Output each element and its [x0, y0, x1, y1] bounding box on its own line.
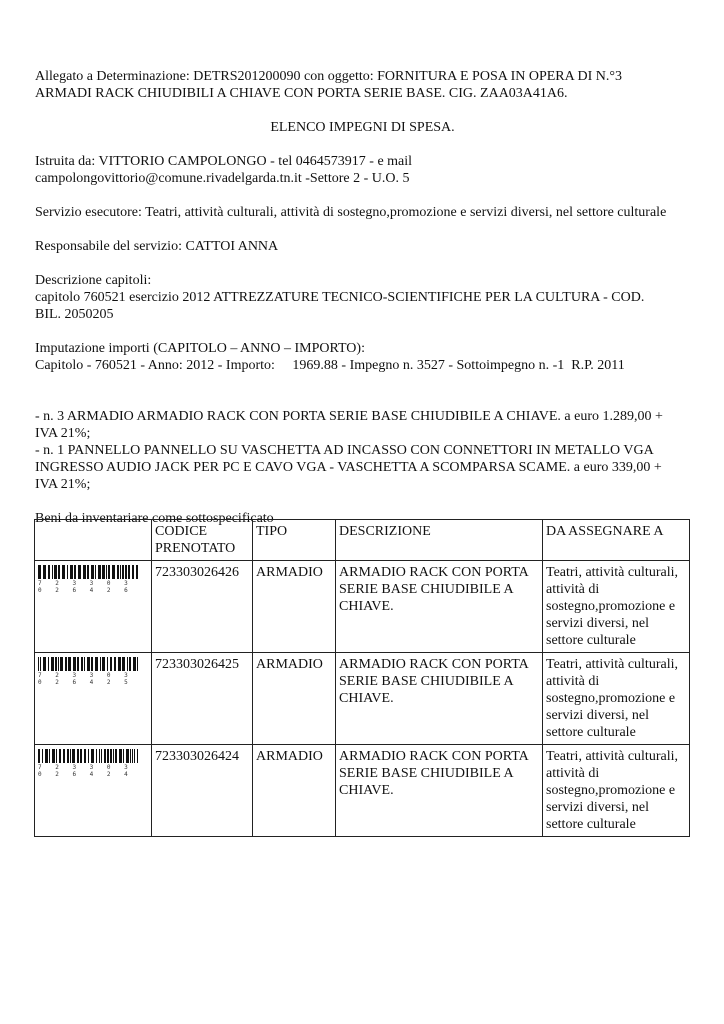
- barcode-image: [38, 657, 140, 671]
- barcode-bar: [117, 565, 119, 579]
- assegnare-cell: Teatri, attività culturali, attività di sostegno,promozione e servizi diversi, nel settore culturale: [543, 561, 690, 653]
- barcode-bar: [129, 657, 131, 671]
- barcode-bar: [70, 565, 73, 579]
- barcode-bar: [133, 657, 136, 671]
- barcode-bar: [80, 749, 82, 763]
- item-1-line-1: - n. 3 ARMADIO ARMADIO RACK CON PORTA SERIE BASE CHIUDIBILE A CHIAVE. a euro 1.289,00 +: [35, 409, 663, 424]
- barcode-bar: [104, 749, 106, 763]
- table-row: [35, 653, 690, 745]
- barcode-bar: [62, 565, 65, 579]
- barcode-bar: [43, 657, 46, 671]
- barcode-bar: [60, 657, 63, 671]
- barcode-bar: [78, 565, 81, 579]
- barcode-bar: [110, 657, 112, 671]
- barcode-image: [38, 565, 140, 579]
- barcode-bar: [107, 749, 109, 763]
- servizio-esecutore: Servizio esecutore: Teatri, attività culturali, attività di sostegno,promozione e servizi diversi, nel settore culturale: [35, 205, 667, 220]
- capitoli-line-1: capitolo 760521 esercizio 2012 ATTREZZATURE TECNICO-SCIENTIFICHE PER LA CULTURA - COD.: [35, 290, 645, 305]
- imputazione-label: Imputazione importi (CAPITOLO – ANNO – IMPORTO):: [35, 341, 365, 356]
- barcode-bar: [120, 565, 121, 579]
- barcode-bar: [51, 657, 54, 671]
- barcode-bar: [63, 749, 65, 763]
- table-row: [35, 561, 690, 653]
- barcode-bar: [122, 565, 124, 579]
- barcode-cell: [35, 745, 152, 837]
- barcode-bar: [74, 565, 76, 579]
- barcode-bar: [132, 565, 134, 579]
- codice-cell: 723303026426: [152, 561, 253, 653]
- codice-cell: 723303026425: [152, 653, 253, 745]
- capitoli-line-2: BIL. 2050205: [35, 307, 114, 322]
- header-codice: [152, 520, 253, 561]
- barcode-bar: [137, 657, 138, 671]
- barcode-bar: [65, 657, 67, 671]
- barcode-bar: [43, 565, 46, 579]
- barcode-bar: [102, 565, 105, 579]
- document-body: [35, 68, 690, 527]
- barcode-bar: [81, 657, 83, 671]
- barcode-bar: [134, 749, 135, 763]
- barcode-cell: [35, 653, 152, 745]
- barcode-bar: [77, 749, 79, 763]
- barcode-bar: [45, 749, 48, 763]
- barcode-bar: [48, 657, 49, 671]
- barcode-bar: [126, 749, 129, 763]
- descrizione-cell: ARMADIO RACK CON PORTA SERIE BASE CHIUDIBILE A CHIAVE.: [336, 561, 543, 653]
- barcode-bar: [42, 749, 43, 763]
- barcode-bar: [91, 749, 94, 763]
- barcode-bar: [87, 657, 90, 671]
- barcode-bar: [112, 565, 115, 579]
- barcode-bar: [123, 749, 124, 763]
- barcode-bar: [137, 749, 138, 763]
- descrizione-cell: ARMADIO RACK CON PORTA SERIE BASE CHIUDIBILE A CHIAVE.: [336, 745, 543, 837]
- barcode-bar: [52, 565, 53, 579]
- barcode-bar: [130, 749, 131, 763]
- barcode-bar: [128, 565, 130, 579]
- barcode-bar: [55, 657, 57, 671]
- barcode-image: [38, 749, 140, 763]
- barcode-bar: [38, 749, 40, 763]
- descrizione-cell: ARMADIO RACK CON PORTA SERIE BASE CHIUDIBILE A CHIAVE.: [336, 653, 543, 745]
- barcode-bar: [113, 749, 114, 763]
- barcode-bar: [88, 749, 89, 763]
- header-assegnare: DA ASSEGNARE A: [543, 520, 690, 561]
- barcode-bar: [48, 565, 50, 579]
- barcode-bar: [56, 749, 57, 763]
- inventory-table: [34, 519, 690, 837]
- barcode-bar: [108, 565, 110, 579]
- capitoli-label: Descrizione capitoli:: [35, 273, 152, 288]
- barcode-bar: [67, 565, 68, 579]
- barcode-bar: [101, 749, 102, 763]
- barcode-bar: [136, 565, 138, 579]
- barcode-bar: [70, 749, 71, 763]
- barcode-bar: [91, 565, 94, 579]
- header-barcode: [35, 520, 152, 561]
- barcode-bar: [72, 749, 75, 763]
- barcode-digits: 7 2 3 3 0 3 0 2 6 4 2 4: [38, 764, 133, 778]
- barcode-bar: [59, 749, 61, 763]
- istruita-line-2: campolongovittorio@comune.rivadelgarda.tn.it -Settore 2 - U.O. 5: [35, 171, 410, 186]
- barcode-bar: [95, 565, 96, 579]
- barcode-bar: [67, 749, 69, 763]
- table-row: [35, 745, 690, 837]
- barcode-digits: 7 2 3 3 0 3 0 2 6 4 2 6: [38, 580, 133, 594]
- barcode-bar: [99, 749, 100, 763]
- item-2-line-1: - n. 1 PANNELLO PANNELLO SU VASCHETTA AD INCASSO CON CONNETTORI IN METALLO VGA: [35, 443, 654, 458]
- imputazione-line: Capitolo - 760521 - Anno: 2012 - Importo: 1969.88 - Impegno n. 3527 - Sottoimpegno n. -1 R.P. 2011: [35, 358, 625, 373]
- barcode-bar: [100, 657, 101, 671]
- barcode-bar: [110, 749, 112, 763]
- barcode-bar: [115, 749, 117, 763]
- header-codice-line-1: CODICE: [155, 524, 208, 539]
- barcode-bar: [54, 565, 57, 579]
- header-line-1: Allegato a Determinazione: DETRS201200090 con oggetto: FORNITURA E POSA IN OPERA DI N.°3: [35, 69, 622, 84]
- barcode-bar: [91, 657, 93, 671]
- barcode-bar: [68, 657, 71, 671]
- responsabile-servizio: Responsabile del servizio: CATTOI ANNA: [35, 239, 279, 254]
- barcode-bar: [38, 565, 41, 579]
- page-title: ELENCO IMPEGNI DI SPESA.: [270, 120, 455, 135]
- barcode-bar: [127, 657, 128, 671]
- barcode-bar: [73, 657, 76, 671]
- barcode-bar: [95, 657, 98, 671]
- beni-label: Beni da inventariare come sottospecificato: [35, 511, 274, 526]
- barcode-bar: [98, 565, 101, 579]
- barcode-bar: [58, 657, 59, 671]
- codice-cell: 723303026424: [152, 745, 253, 837]
- header-tipo: TIPO: [253, 520, 336, 561]
- item-2-line-2: INGRESSO AUDIO JACK PER PC E CAVO VGA - VASCHETTA A SCOMPARSA SCAME. a euro 339,00 +: [35, 460, 662, 475]
- header-line-2: ARMADI RACK CHIUDIBILI A CHIAVE CON PORTA SERIE BASE. CIG. ZAA03A41A6.: [35, 86, 568, 101]
- header-codice-line-2: PRENOTATO: [155, 541, 236, 556]
- barcode-bar: [87, 565, 89, 579]
- barcode-bar: [49, 749, 50, 763]
- barcode-bar: [83, 565, 86, 579]
- item-1-line-2: IVA 21%;: [35, 426, 91, 441]
- barcode-bar: [84, 657, 85, 671]
- barcode-bar: [107, 657, 108, 671]
- barcode-bar: [102, 657, 105, 671]
- barcode-bar: [84, 749, 86, 763]
- barcode-bar: [38, 657, 39, 671]
- barcode-digits: 7 2 3 3 0 3 0 2 6 4 2 5: [38, 672, 133, 686]
- barcode-bar: [119, 749, 122, 763]
- tipo-cell: ARMADIO: [253, 561, 336, 653]
- istruita-line-1: Istruita da: VITTORIO CAMPOLONGO - tel 0464573917 - e mail: [35, 154, 413, 169]
- table-header-row: [35, 520, 690, 561]
- barcode-bar: [52, 749, 55, 763]
- tipo-cell: ARMADIO: [253, 653, 336, 745]
- barcode-bar: [77, 657, 79, 671]
- barcode-cell: [35, 561, 152, 653]
- barcode-bar: [118, 657, 121, 671]
- item-2-line-3: IVA 21%;: [35, 477, 91, 492]
- tipo-cell: ARMADIO: [253, 745, 336, 837]
- barcode-bar: [40, 657, 41, 671]
- assegnare-cell: Teatri, attività culturali, attività di sostegno,promozione e servizi diversi, nel settore culturale: [543, 745, 690, 837]
- barcode-bar: [96, 749, 97, 763]
- header-descrizione: DESCRIZIONE: [336, 520, 543, 561]
- barcode-bar: [132, 749, 133, 763]
- barcode-bar: [122, 657, 125, 671]
- barcode-bar: [106, 565, 107, 579]
- barcode-bar: [114, 657, 116, 671]
- assegnare-cell: Teatri, attività culturali, attività di sostegno,promozione e servizi diversi, nel settore culturale: [543, 653, 690, 745]
- barcode-bar: [125, 565, 127, 579]
- barcode-bar: [58, 565, 60, 579]
